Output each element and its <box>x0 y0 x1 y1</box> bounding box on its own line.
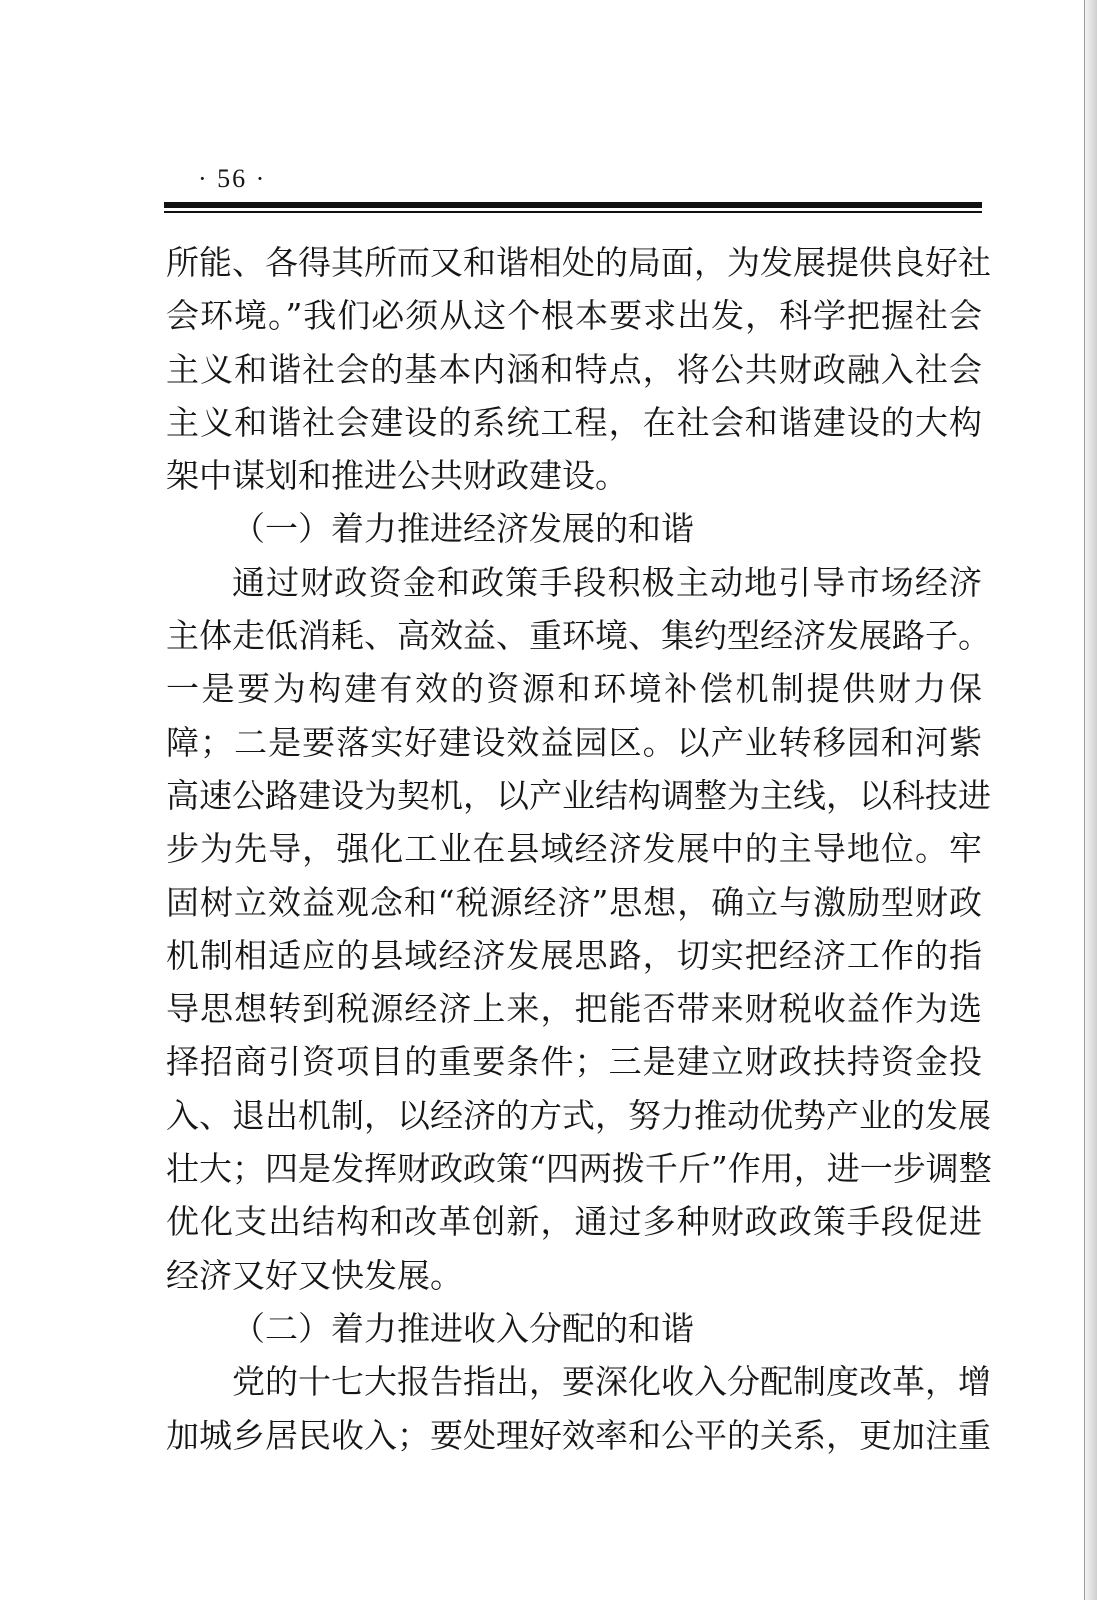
text-line: 高速公路建设为契机，以产业结构调整为主线，以科技进 <box>166 775 991 815</box>
text-line: 导思想转到税源经济上来，把能否带来财税收益作为选 <box>166 989 982 1029</box>
text-line: 优化支出结构和改革创新，通过多种财政政策手段促进 <box>166 1202 982 1242</box>
text-line: 所能、各得其所而又和谐相处的局面，为发展提供良好社 <box>166 243 991 282</box>
text-line: 通过财政资金和政策手段积极主动地引导市场经济 <box>232 562 982 602</box>
page-edge-line <box>1084 0 1085 1600</box>
text-line: 主体走低消耗、高效益、重环境、集约型经济发展路子。 <box>166 616 991 656</box>
page-number: · 56 · <box>198 164 267 193</box>
text-line: 择招商引资项目的重要条件；三是建立财政扶持资金投 <box>166 1042 982 1082</box>
text-line: 加城乡居民收入；要处理好效率和公平的关系，更加注重 <box>166 1415 991 1455</box>
body-text <box>166 236 992 1462</box>
section-heading: （一）着力推进经济发展的和谐 <box>232 509 694 549</box>
page-edge-shadow <box>1085 0 1097 1600</box>
text-line: 主义和谐社会建设的系统工程，在社会和谐建设的大构 <box>166 402 982 442</box>
header-rule-thin <box>164 211 982 213</box>
text-line: 一是要为构建有效的资源和环境补偿机制提供财力保 <box>166 669 982 709</box>
text-line: 机制相适应的县域经济发展思路，切实把经济工作的指 <box>166 935 982 975</box>
text-line: 障；二是要落实好建设效益园区。以产业转移园和河紫 <box>166 722 982 762</box>
text-line: 会环境。”我们必须从这个根本要求出发，科学把握社会 <box>166 296 982 336</box>
text-line: 党的十七大报告指出，要深化收入分配制度改革，增 <box>232 1362 991 1402</box>
text-line: 固树立效益观念和“税源经济”思想，确立与激励型财政 <box>166 882 982 922</box>
text-line: 步为先导，强化工业在县域经济发展中的主导地位。牢 <box>166 829 982 869</box>
text-line: 入、退出机制，以经济的方式，努力推动优势产业的发展 <box>166 1095 991 1135</box>
text-line: 主义和谐社会的基本内涵和特点，将公共财政融入社会 <box>166 349 982 389</box>
header-rule-thick <box>164 202 982 208</box>
section-heading: （二）着力推进收入分配的和谐 <box>232 1308 694 1348</box>
text-line: 壮大；四是发挥财政政策“四两拨千斤”作用，进一步调整 <box>166 1149 992 1189</box>
text-line: 架中谋划和推进公共财政建设。 <box>166 456 628 496</box>
text-line: 经济又好又快发展。 <box>166 1255 463 1295</box>
